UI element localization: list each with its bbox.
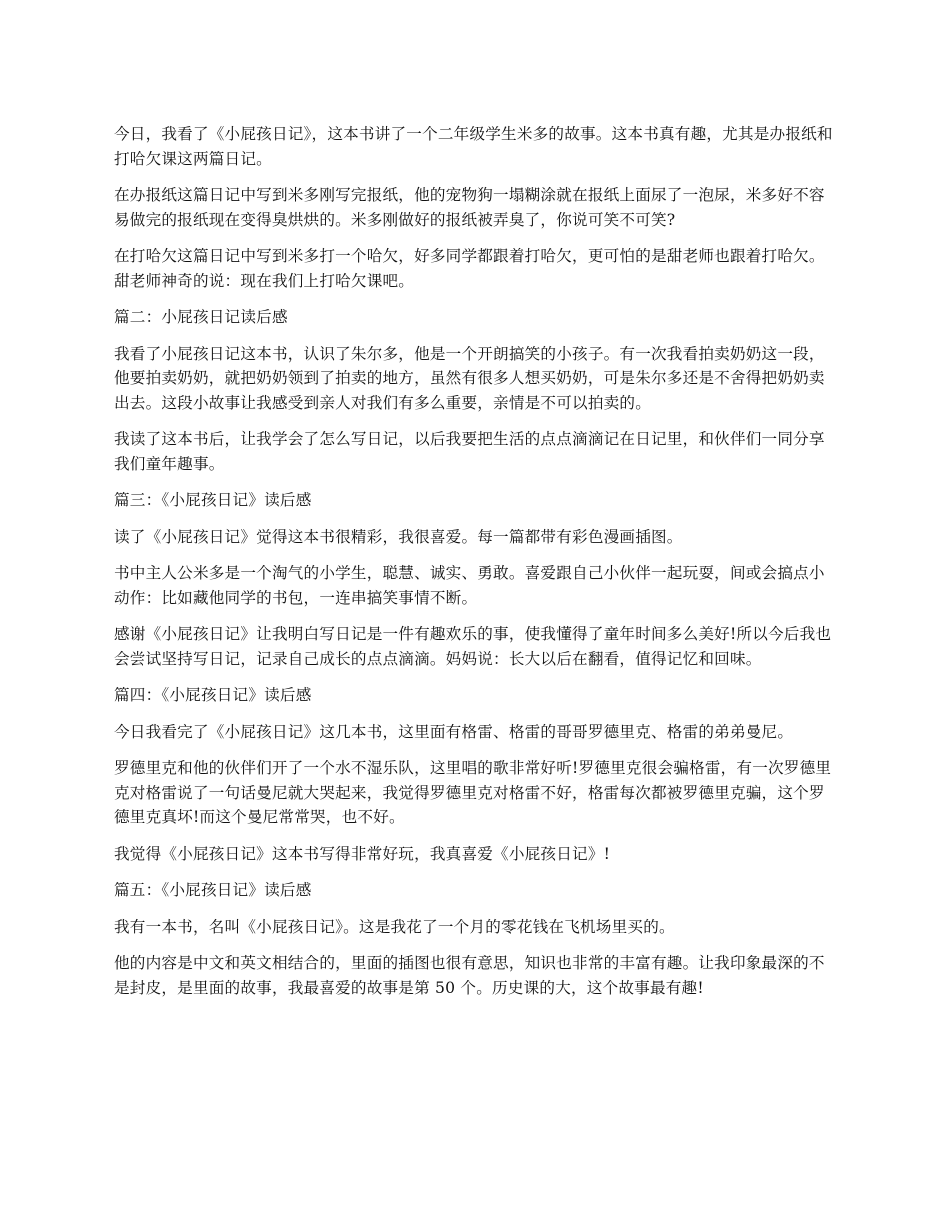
paragraph-section5-2: 他的内容是中文和英文相结合的，里面的插图也很有意思，知识也非常的丰富有趣。让我印象最深的不是封皮，是里面的故事，我最喜爱的故事是第 50 个。历史课的大，这个故事最有趣! [114,954,825,997]
paragraph-section5-1: 我有一本书，名叫《小屁孩日记》。这是我花了一个月的零花钱在飞机场里买的。 [114,917,675,936]
paragraph-section3-2: 书中主人公米多是一个淘气的小学生，聪慧、诚实、勇敢。喜爱跟自己小伙伴一起玩耍，间或会搞点小动作：比如藏他同学的书包，一连串搞笑事情不断。 [114,564,825,607]
paragraph-section4-1: 今日我看完了《小屁孩日记》这几本书，这里面有格雷、格雷的哥哥罗德里克、格雷的弟弟曼尼。 [114,722,794,741]
document-body [114,122,838,1012]
section-heading-4: 篇四：《小屁孩日记》读后感 [114,686,312,704]
section-heading-5: 篇五：《小屁孩日记》读后感 [114,881,312,899]
paragraph-section2-1: 我看了小屁孩日记这本书，认识了朱尔多，他是一个开朗搞笑的小孩子。有一次我看拍卖奶奶这一段，他要拍卖奶奶，就把奶奶领到了拍卖的地方，虽然有很多人想买奶奶，可是朱尔多还是不舍得把奶奶卖出去。这段小故事让我感受到亲人对我们有多么重要，亲情是不可以拍卖的。 [114,344,825,412]
paragraph-section4-3: 我觉得《小屁孩日记》这本书写得非常好玩，我真喜爱《小屁孩日记》! [114,844,611,863]
paragraph-section3-3: 感谢《小屁孩日记》让我明白写日记是一件有趣欢乐的事，使我懂得了童年时间多么美好!所以今后我也会尝试坚持写日记，记录自己成长的点点滴滴。妈妈说：长大以后在翻看，值得记忆和回味。 [114,625,832,668]
paragraph-section2-2: 我读了这本书后，让我学会了怎么写日记，以后我要把生活的点点滴滴记在日记里，和伙伴们一同分享我们童年趣事。 [114,430,825,473]
paragraph-intro-2: 在办报纸这篇日记中写到米多刚写完报纸，他的宠物狗一塌糊涂就在报纸上面尿了一泡尿，米多好不容易做完的报纸现在变得臭烘烘的。米多刚做好的报纸被弄臭了，你说可笑不可笑? [114,186,825,229]
paragraph-intro-1: 今日，我看了《小屁孩日记》，这本书讲了一个二年级学生米多的故事。这本书真有趣，尤其是办报纸和打哈欠课这两篇日记。 [114,125,833,168]
section-heading-3: 篇三：《小屁孩日记》读后感 [114,491,312,509]
paragraph-section3-1: 读了《小屁孩日记》觉得这本书很精彩，我很喜爱。每一篇都带有彩色漫画插图。 [114,527,683,546]
section-heading-2: 篇二：小屁孩日记读后感 [114,308,288,326]
paragraph-intro-3: 在打哈欠这篇日记中写到米多打一个哈欠，好多同学都跟着打哈欠，更可怕的是甜老师也跟着打哈欠。甜老师神奇的说：现在我们上打哈欠课吧。 [114,247,825,290]
paragraph-section4-2: 罗德里克和他的伙伴们开了一个水不湿乐队，这里唱的歌非常好听!罗德里克很会骗格雷，有一次罗德里克对格雷说了一句话曼尼就大哭起来，我觉得罗德里克对格雷不好，格雷每次都被罗德里克骗，这个罗德里克真坏!而这个曼尼常常哭，也不好。 [114,759,832,826]
